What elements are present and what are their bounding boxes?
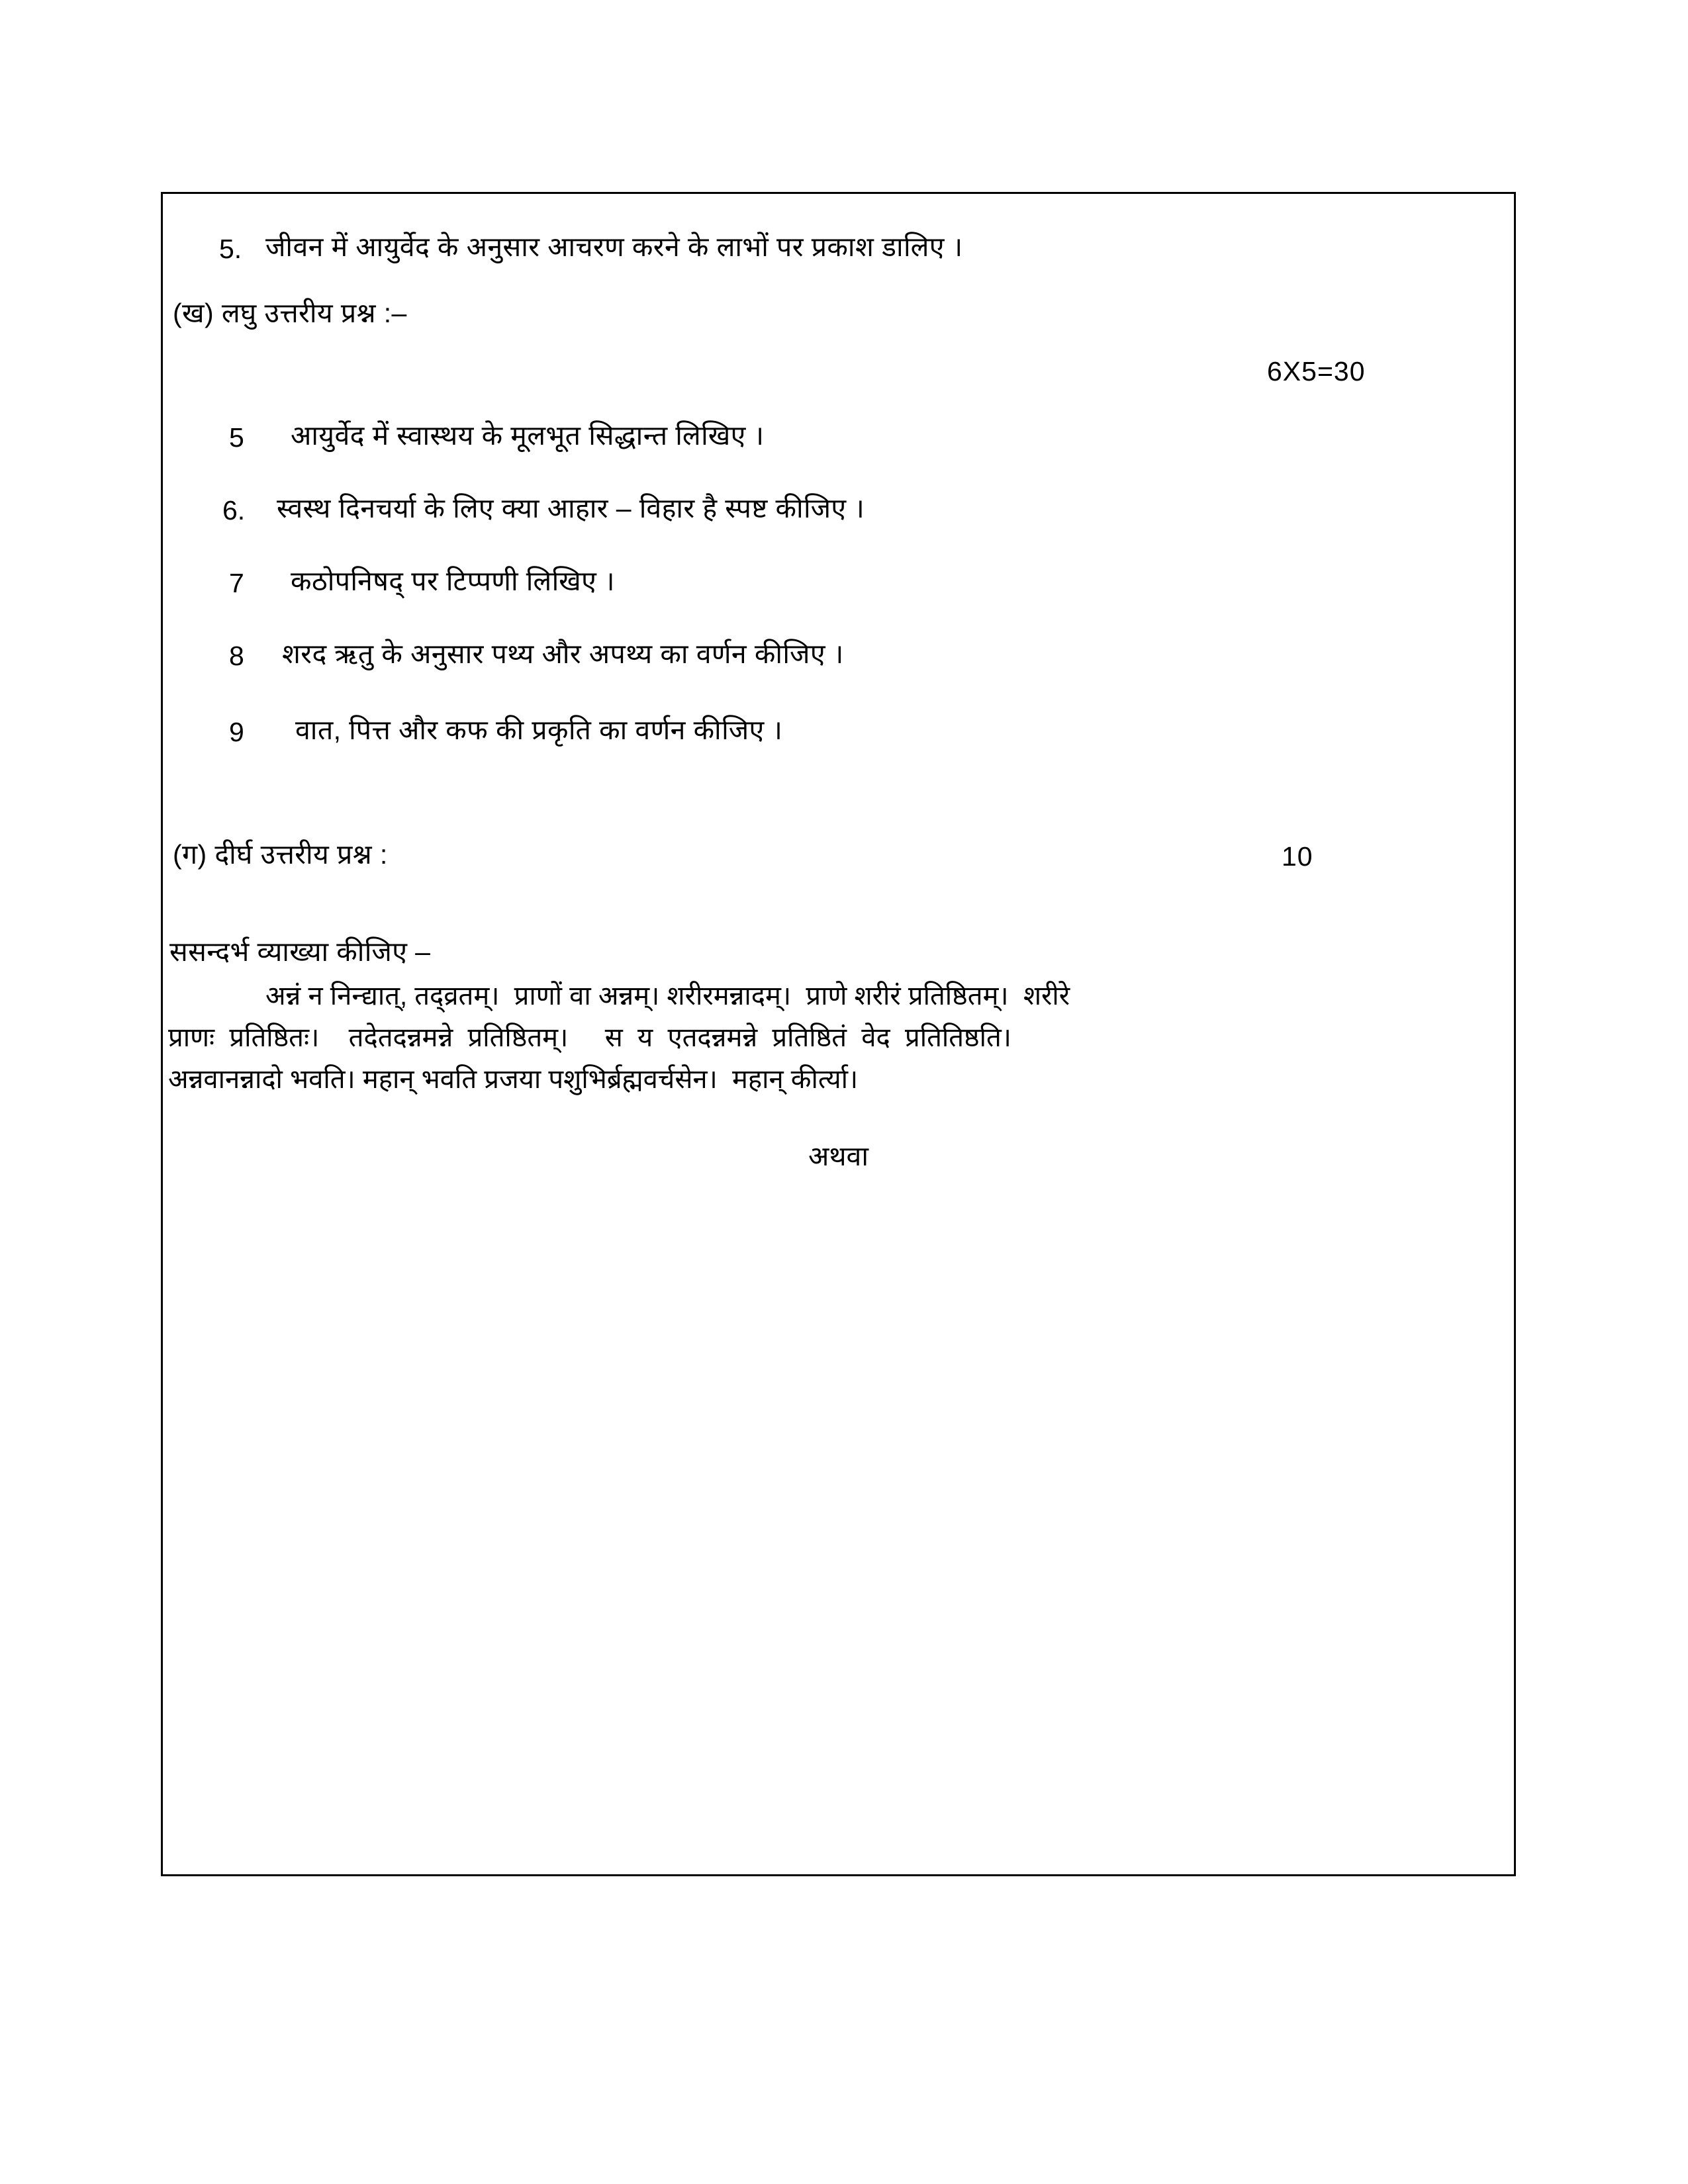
section-b-marks: 6X5=30 xyxy=(1267,356,1366,387)
question-text-b1: आयुर्वेद में स्वास्थय के मूलभूत सिद्धान्त लिखिए । xyxy=(291,420,765,451)
question-text-b3: कठोपनिषद् पर टिप्पणी लिखिए । xyxy=(291,566,615,596)
question-number-b5: 9 xyxy=(229,717,244,747)
question-number-b3: 7 xyxy=(229,568,244,598)
question-text-a5: जीवन में आयुर्वेद के अनुसार आचरण करने के लाभों पर प्रकाश डालिए । xyxy=(265,232,963,262)
question-text-b5: वात, पित्त और कफ की प्रकृति का वर्णन कीजिए । xyxy=(295,715,783,745)
page-border-frame xyxy=(161,192,1516,1876)
question-number-a5: 5. xyxy=(219,234,242,264)
question-number-b4: 8 xyxy=(229,641,244,671)
section-c-marks: 10 xyxy=(1282,841,1313,872)
question-text-b2: स्वस्थ दिनचर्या के लिए क्या आहार – विहार है स्पष्ट कीजिए । xyxy=(277,493,865,523)
question-number-b1: 5 xyxy=(229,422,244,453)
page-content xyxy=(163,194,1514,1874)
question-number-b2: 6. xyxy=(222,495,246,525)
passage-line-3: अन्नवानन्नादो भवति। महान् भवति प्रजया पशुभिर्ब्रह्मवर्चसेन। महान् कीर्त्या। xyxy=(168,1065,859,1094)
passage-line-1: अन्नं न निन्द्यात्, तद्व्रतम्। प्राणों वा अन्नम्। शरीरमन्नादम्। प्राणे शरीरं प्रतिष्ठितम्। शरीरे xyxy=(265,981,1070,1011)
passage-line-2: प्राणः प्रतिष्ठितः। तदेतदन्नमन्ने प्रतिष्ठितम्। स य एतदन्नमन्ने प्रतिष्ठितं वेद प्रतितिष्ठति। xyxy=(168,1023,1011,1052)
section-c-heading: (ग) दीर्घ उत्तरीय प्रश्न : xyxy=(173,839,388,870)
alternative-label: अथवा xyxy=(808,1141,868,1171)
passage-instruction: ससन्दर्भ व्याख्या कीजिए – xyxy=(169,936,431,967)
question-text-b4: शरद ऋतु के अनुसार पथ्य और अपथ्य का वर्णन कीजिए । xyxy=(282,639,844,669)
section-b-heading: (ख) लघु उत्तरीय प्रश्न :– xyxy=(173,298,407,328)
